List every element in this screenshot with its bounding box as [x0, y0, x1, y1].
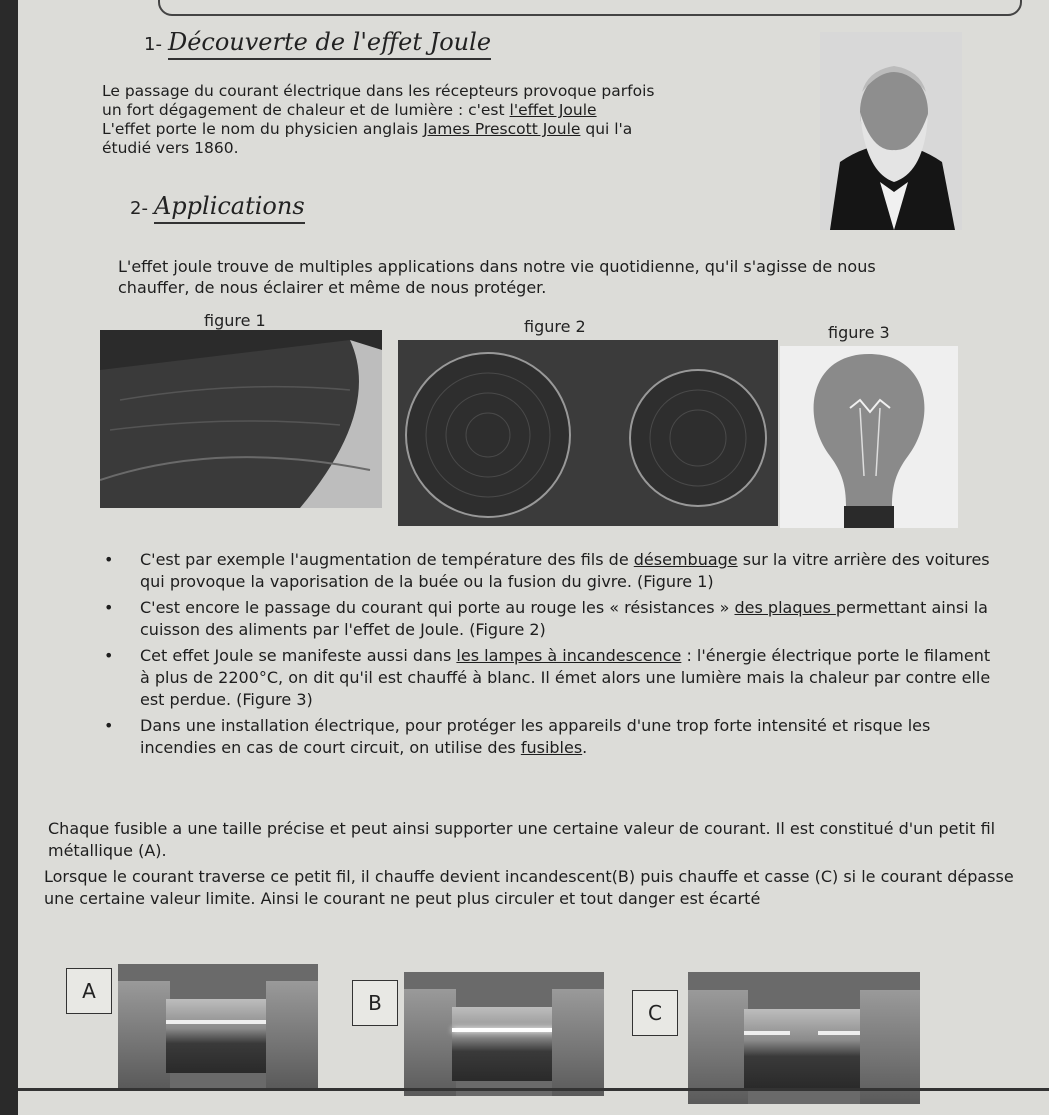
figure1-caption: figure 1: [204, 311, 266, 330]
section1-line3: L'effet porte le nom du physicien anglais James Prescott Joule qui l'a: [102, 120, 633, 138]
bullet-hotplates: • C'est encore le passage du courant qui porte au rouge les « résistances » des plaques permettant ainsi la cuisson des aliments par l'effet de Joule. (Figure 2): [104, 597, 1004, 641]
fuse-c-broken-photo: [688, 972, 920, 1104]
figure3-light-bulb-photo: [780, 346, 958, 528]
figure1-rear-window-photo: [100, 330, 382, 508]
lampes-term: les lampes à incandescence: [456, 646, 682, 665]
label-b: B: [352, 980, 398, 1026]
joule-portrait-photo: [820, 32, 962, 230]
hotplates-illustration: [398, 340, 778, 526]
worksheet-page: [18, 0, 1049, 1115]
plaques-term: des plaques: [734, 598, 836, 617]
figure3-caption: figure 3: [828, 323, 890, 342]
effet-joule-term: l'effet Joule: [509, 101, 597, 119]
fuse-c-wire-left: [744, 1031, 790, 1035]
section1-heading: [144, 28, 491, 56]
fuse-paragraph-1: Chaque fusible a une taille précise et peut ainsi supporter une certaine valeur de courant. Il est constitué d'un petit fil métallique (A).: [48, 819, 996, 860]
fuse-b-wire: [452, 1028, 556, 1032]
fuse-c-wire-right: [818, 1031, 864, 1035]
section1-line4: étudié vers 1860.: [102, 139, 239, 157]
section2-title: Applications: [154, 192, 305, 224]
bullet-incandescent-lamps: • Cet effet Joule se manifeste aussi dans les lampes à incandescence : l'énergie électrique porte le filament à plus de 2200°C, on dit qu'il est chauffé à blanc. Il émet alors une lumière mais la chaleur par contre elle est perdue. (Figure 3): [104, 645, 1004, 711]
label-a: A: [66, 968, 112, 1014]
desembuage-term: désembuage: [633, 550, 738, 569]
section2-line2: chauffer, de nous éclairer et même de nous protéger.: [118, 278, 547, 297]
figure2-hotplates-photo: [398, 340, 778, 526]
section2-number: 2-: [130, 198, 148, 219]
label-c: C: [632, 990, 678, 1036]
rear-window-illustration: [100, 330, 382, 508]
section1-line2: un fort dégagement de chaleur et de lumière : c'est l'effet Joule: [102, 101, 597, 119]
fuse-b-incandescent-photo: [404, 972, 604, 1096]
bottom-rule: [18, 1088, 1049, 1091]
bullet-fuses: • Dans une installation électrique, pour protéger les appareils d'une trop forte intensité et risque les incendies en cas de court circuit, on utilise des fusibles.: [104, 715, 1004, 759]
fuse-paragraph-2: Lorsque le courant traverse ce petit fil, il chauffe devient incandescent(B) puis chauffe et casse (C) si le courant dépasse une certaine valeur limite. Ainsi le courant ne peut plus circuler et tout danger est écarté: [44, 867, 1014, 908]
fuse-a-wire: [166, 1020, 270, 1024]
fuse-a-intact-photo: [118, 964, 318, 1088]
portrait-illustration: [820, 32, 962, 230]
section1-number: 1-: [144, 34, 162, 55]
section1-line1: Le passage du courant électrique dans les récepteurs provoque parfois: [102, 82, 655, 100]
top-frame: [158, 0, 1022, 16]
section1-title: Découverte de l'effet Joule: [168, 28, 491, 60]
bullet-defogging: • C'est par exemple l'augmentation de température des fils de désembuage sur la vitre arrière des voitures qui provoque la vaporisation de la buée ou la fusion du givre. (Figure 1): [104, 549, 1004, 593]
section2-line1: L'effet joule trouve de multiples applications dans notre vie quotidienne, qu'il s'agisse de nous: [118, 257, 876, 276]
section1-text: [102, 82, 802, 158]
joule-name: James Prescott Joule: [423, 120, 581, 138]
section2-text: [118, 256, 1018, 298]
figure2-caption: figure 2: [524, 317, 586, 336]
section2-heading: [130, 192, 305, 220]
applications-list: [104, 549, 1004, 763]
fusibles-term: fusibles: [520, 738, 583, 757]
bulb-illustration: [780, 346, 958, 528]
